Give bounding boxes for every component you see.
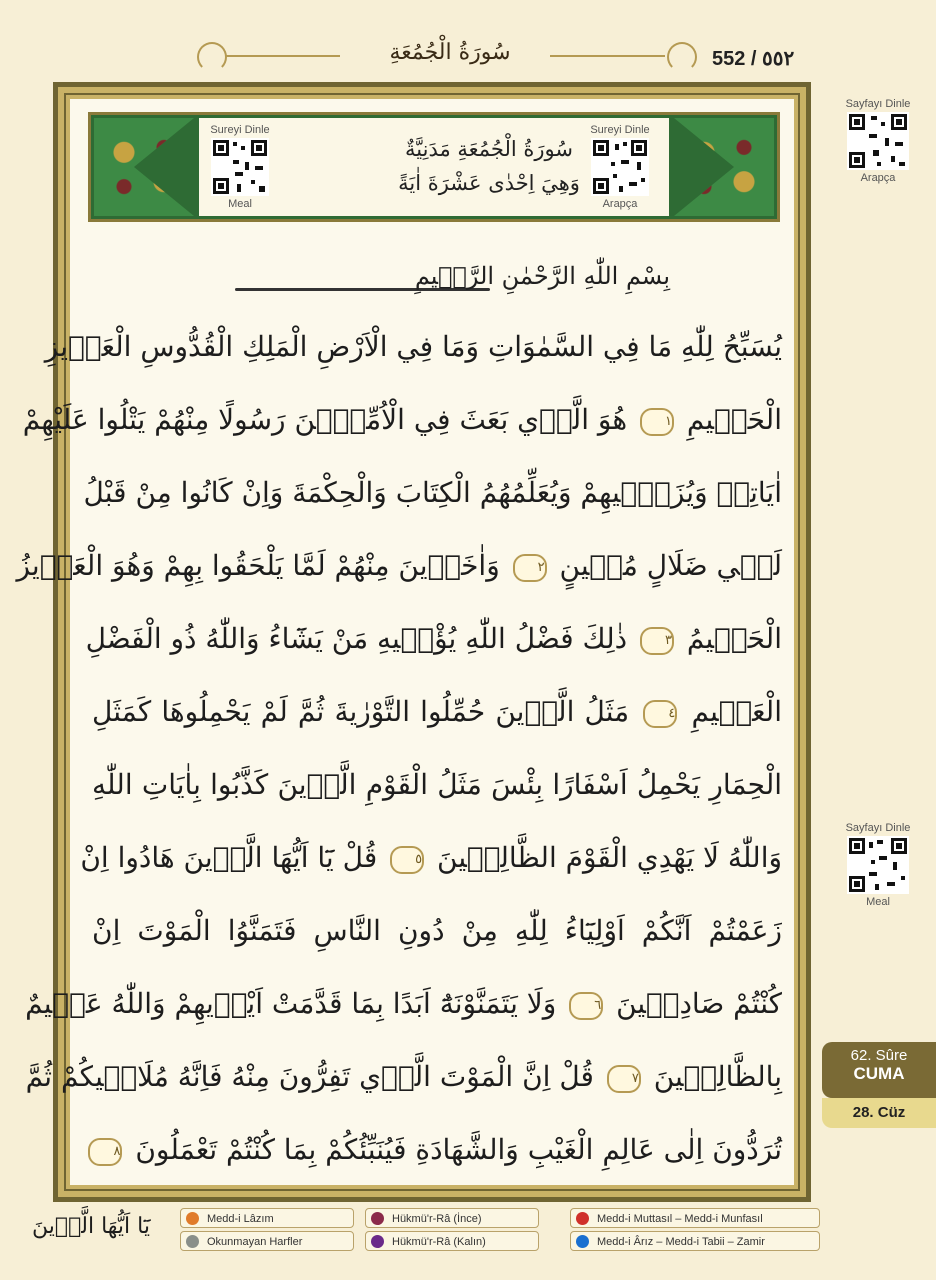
verse-text: قُلْ يَٓا اَيُّهَا الَّذ۪ينَ هَادُوا اِنْ	[80, 841, 378, 874]
legend-item	[570, 1231, 820, 1251]
verse-number-marker: ٣	[640, 627, 674, 655]
qr-code-icon	[847, 112, 909, 170]
verse-line-9	[92, 914, 782, 947]
qr-label: Arapça	[602, 198, 638, 210]
legend-label: Okunmayan Harfler	[207, 1236, 303, 1248]
legend-color-dot	[576, 1235, 589, 1248]
verse-number-marker: ٢	[513, 554, 547, 582]
qr-label: Meal	[866, 896, 890, 908]
verse-line-2	[22, 403, 782, 436]
right-ornament	[545, 38, 695, 74]
legend-label: Hükmü'r-Râ (Kalın)	[392, 1236, 486, 1248]
sura-header-panel	[88, 112, 780, 222]
legend-color-dot	[371, 1235, 384, 1248]
qr-label: Sureyi Dinle	[210, 124, 270, 136]
verse-text: الْحَك۪يمُ	[686, 622, 782, 655]
verse-text: الْعَظ۪يمِ	[691, 695, 782, 728]
verse-text: مَثَلُ الَّذ۪ينَ حُمِّلُوا التَّوْرٰيةَ ثُمَّ لَمْ يَحْمِلُوهَا كَمَثَلِ	[92, 695, 630, 728]
verse-number-marker: ٦	[569, 992, 603, 1020]
qr-label: Arapça	[860, 172, 896, 184]
legend-item	[365, 1208, 539, 1228]
sura-heading-line2: وَهِيَ اِحْدٰى عَشْرَةَ اٰيَةً	[398, 171, 580, 195]
verse-line-10	[25, 987, 782, 1020]
qr-page-arabic[interactable]	[840, 98, 916, 184]
sura-heading-line1: سُورَةُ الْجُمُعَةِ مَدَنِيَّةٌ	[405, 137, 573, 161]
verse-text: هُوَ الَّذ۪ي بَعَثَ فِي الْاُمِّيّ۪نَ رَسُولًا مِنْهُمْ يَتْلُوا عَلَيْهِمْ	[22, 403, 628, 436]
bismillah-text: بِسْمِ اللّٰهِ الرَّحْمٰنِ الرَّح۪يمِ	[414, 262, 670, 290]
verse-number-marker: ٨	[88, 1138, 122, 1166]
verse-text: وَلَا يَتَمَنَّوْنَهُٓ اَبَدًا بِمَا قَدَّمَتْ اَيْد۪يهِمْ وَاللّٰهُ عَل۪يمٌ	[25, 987, 557, 1020]
top-bar	[0, 0, 936, 85]
qr-label: Sayfayı Dinle	[845, 98, 911, 110]
verse-line-6	[92, 695, 782, 728]
legend-color-dot	[371, 1212, 384, 1225]
sura-number: 62. Sûre	[850, 1047, 908, 1064]
sura-header-center	[199, 118, 669, 216]
legend-item	[365, 1231, 539, 1251]
legend-label: Medd-i Ârız – Medd-i Tabii – Zamir	[597, 1236, 765, 1248]
cuz-tab[interactable]: 28. Cüz	[822, 1098, 936, 1128]
qr-page-meal[interactable]	[840, 822, 916, 908]
verse-text: اٰيَاتِه۪ وَيُزَكّ۪يهِمْ وَيُعَلِّمُهُمُ الْكِتَابَ وَالْحِكْمَةَ وَاِنْ كَانُوا مِنْ قَبْلُ	[83, 476, 782, 509]
legend-item	[180, 1231, 354, 1251]
verse-line-4	[16, 549, 782, 582]
qr-label: Meal	[228, 198, 252, 210]
verse-number-marker: ٧	[607, 1065, 641, 1093]
sura-title-header: سُورَةُ الْجُمُعَةِ	[389, 40, 511, 65]
qr-label: Sayfayı Dinle	[845, 822, 911, 834]
legend-label: Medd-i Lâzım	[207, 1213, 274, 1225]
right-corner-ornament	[674, 118, 774, 216]
left-corner-ornament	[94, 118, 194, 216]
verse-number-marker: ١	[640, 408, 674, 436]
qr-code-icon	[847, 836, 909, 894]
verse-text: الْحَك۪يمِ	[686, 403, 782, 436]
verse-text: وَاللّٰهُ لَا يَهْدِي الْقَوْمَ الظَّالِم۪ينَ	[437, 841, 782, 874]
verse-text: زَعَمْتُمْ اَنَّكُمْ اَوْلِيَٓاءُ لِلّٰهِ مِنْ دُونِ النَّاسِ فَتَمَنَّوُا الْمَوْتَ اِنْ	[92, 914, 782, 947]
verse-line-3	[83, 476, 782, 509]
verse-text: كُنْتُمْ صَادِق۪ينَ	[616, 987, 782, 1020]
verse-line-7	[92, 768, 782, 801]
verse-number-marker: ٥	[390, 846, 424, 874]
qr-label: Sureyi Dinle	[590, 124, 650, 136]
verse-text: تُرَدُّونَ اِلٰى عَالِمِ الْغَيْبِ وَالشَّهَادَةِ فَيُنَبِّئُكُمْ بِمَا كُنْتُمْ تَعْمَلُونَ	[135, 1133, 782, 1166]
verse-text: الْحِمَارِ يَحْمِلُ اَسْفَارًا بِئْسَ مَثَلُ الْقَوْمِ الَّذ۪ينَ كَذَّبُوا بِاٰيَاتِ اللّٰهِ	[92, 768, 782, 801]
legend-label: Medd-i Muttasıl – Medd-i Munfasıl	[597, 1213, 763, 1225]
verse-line-11	[25, 1060, 782, 1093]
sura-name: CUMA	[853, 1064, 905, 1083]
verse-number-marker: ٤	[643, 700, 677, 728]
qr-sura-arabic[interactable]	[585, 124, 655, 210]
legend-item	[570, 1208, 820, 1228]
verse-text: ذٰلِكَ فَضْلُ اللّٰهِ يُؤْت۪يهِ مَنْ يَشَٓاءُ وَاللّٰهُ ذُو الْفَضْلِ	[85, 622, 628, 655]
verse-line-5	[85, 622, 782, 655]
catchword: يَٓا اَيُّهَا الَّذ۪ينَ	[32, 1214, 150, 1239]
legend-label: Hükmü'r-Râ (İnce)	[392, 1213, 482, 1225]
left-ornament	[195, 38, 345, 74]
verse-text: قُلْ اِنَّ الْمَوْتَ الَّذ۪ي تَفِرُّونَ مِنْهُ فَاِنَّهُ مُلَاق۪يكُمْ ثُمَّ	[25, 1060, 594, 1093]
verse-text: يُسَبِّحُ لِلّٰهِ مَا فِي السَّمٰوَاتِ وَمَا فِي الْاَرْضِ الْمَلِكِ الْقُدُّوسِ الْعَز۪يزِ	[44, 330, 782, 363]
verse-text: وَاٰخَر۪ينَ مِنْهُمْ لَمَّا يَلْحَقُوا بِهِمْ وَهُوَ الْعَز۪يزُ	[16, 549, 500, 582]
verse-line-8	[80, 841, 782, 874]
legend-color-dot	[576, 1212, 589, 1225]
legend-color-dot	[186, 1235, 199, 1248]
verse-text: بِالظَّالِم۪ينَ	[653, 1060, 782, 1093]
legend-color-dot	[186, 1212, 199, 1225]
verse-line-1	[44, 330, 782, 363]
qr-sura-meal[interactable]	[205, 124, 275, 210]
verse-text: لَف۪ي ضَلَالٍ مُب۪ينٍ	[559, 549, 782, 582]
bismillah	[150, 258, 670, 302]
legend-item	[180, 1208, 354, 1228]
verse-line-12	[92, 1133, 782, 1166]
page-number: 552 / ٥٥٢	[712, 48, 795, 70]
qr-code-icon	[591, 138, 649, 196]
qr-code-icon	[211, 138, 269, 196]
sura-tab[interactable]	[822, 1042, 936, 1098]
